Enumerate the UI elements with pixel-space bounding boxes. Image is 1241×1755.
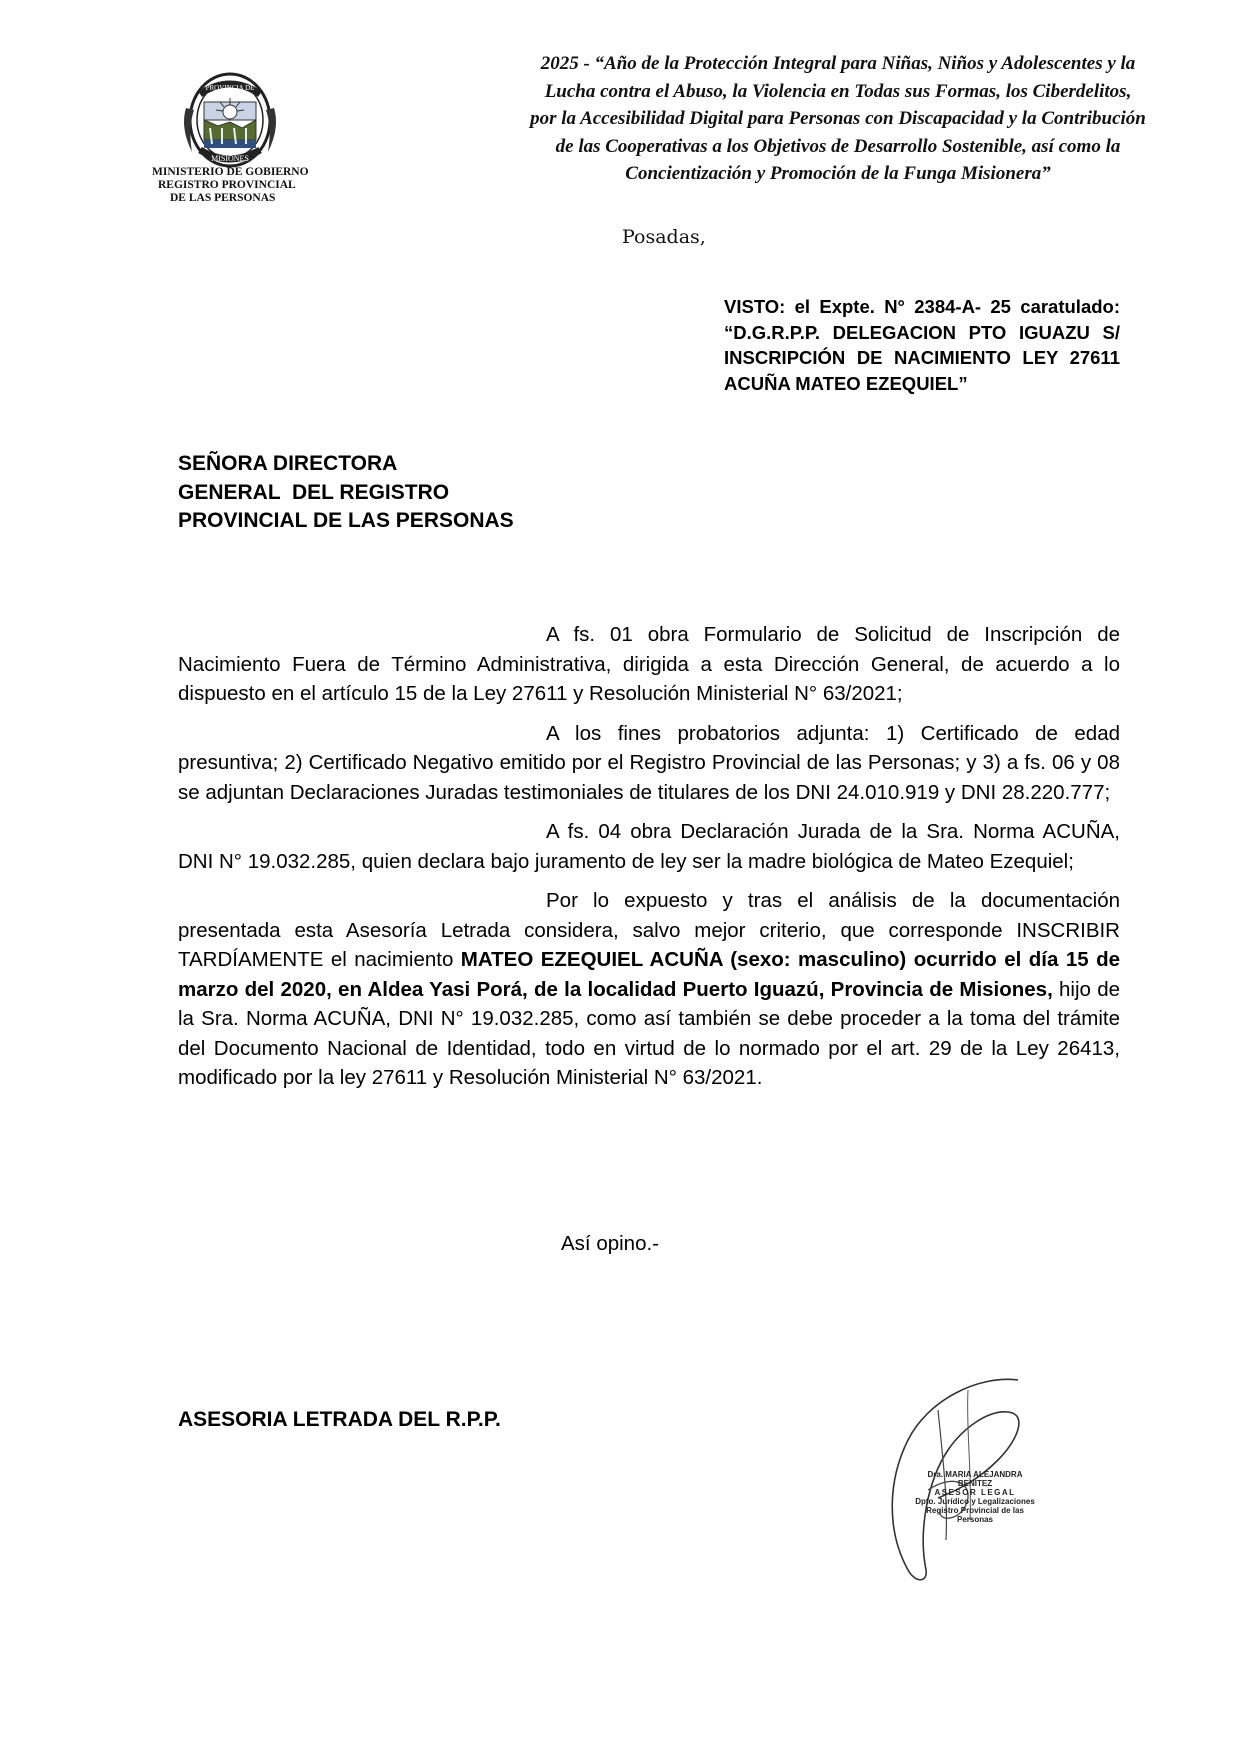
- seal-top-text: PROVINCIA DE: [205, 84, 255, 92]
- ministry-line: MINISTERIO DE GOBIERNO: [152, 166, 309, 178]
- ministry-line: REGISTRO PROVINCIAL: [158, 179, 296, 191]
- closing-line: Así opino.-: [561, 1232, 659, 1255]
- ministry-line: DE LAS PERSONAS: [170, 192, 276, 204]
- year-motto: [488, 50, 1188, 188]
- document-body: [178, 620, 1120, 1103]
- stamp-line: Dra. MARIA ALEJANDRA BENITEZ: [927, 1470, 1023, 1488]
- signoff: ASESORIA LETRADA DEL R.P.P.: [178, 1408, 501, 1431]
- addressee-line: PROVINCIAL DE LAS PERSONAS: [178, 509, 514, 532]
- seal-bottom-text: MISIONES: [211, 154, 249, 163]
- paragraph-4-intro: Por lo expuesto y tras el análisis de la documentación presentada esta Asesoría Letrada considera, salvo mejor criterio, que corresponde INSCRIBIR TARDÍAMENTE el nacimiento: [178, 889, 1120, 971]
- motto-line: de las Cooperativas a los Objetivos de Desarrollo Sostenible, así como la: [555, 135, 1121, 157]
- motto-line: por la Accesibilidad Digital para Personas con Discapacidad y la Contribución: [530, 108, 1146, 129]
- stamp-line: Registro Provincial de las Personas: [926, 1506, 1024, 1524]
- motto-line: Concientización y Promoción de la Funga Misionera”: [625, 163, 1051, 184]
- paragraph-1: A fs. 01 obra Formulario de Solicitud de Inscripción de Nacimiento Fuera de Término Administrativa, dirigida a esta Dirección General, de acuerdo a lo dispuesto en el artículo 15 de la Ley 27611 y Resolución Ministerial N° 63/2021;: [178, 623, 1120, 705]
- visto-block: VISTO: el Expte. N° 2384-A- 25 caratulado: “D.G.R.P.P. DELEGACION PTO IGUAZU S/ INSCRIPCIÓN DE NACIMIENTO LEY 27611 ACUÑA MATEO EZEQUIEL”: [724, 296, 1120, 394]
- official-stamp: [910, 1470, 1040, 1524]
- provincial-seal-icon: [178, 68, 282, 172]
- addressee-line: SEÑORA DIRECTORA: [178, 452, 398, 475]
- addressee-line: GENERAL DEL REGISTRO: [178, 480, 450, 504]
- place-line: Posadas,: [622, 226, 706, 248]
- motto-line: 2025 - “Año de la Protección Integral para Niñas, Niños y Adolescentes y la: [540, 53, 1136, 74]
- paragraph-3: A fs. 04 obra Declaración Jurada de la Sra. Norma ACUÑA, DNI N° 19.032.285, quien declara bajo juramento de ley ser la madre biológica de Mateo Ezequiel;: [178, 820, 1120, 873]
- stamp-line: Dpto. Jurídico y Legalizaciones: [915, 1497, 1035, 1506]
- paragraph-4-rest: hijo de la Sra. Norma ACUÑA, DNI N° 19.032.285, como así también se debe proceder a la toma del trámite del Documento Nacional de Identidad, todo en virtud de lo normado por el art. 29 de la Ley 26413, modificado por la ley 27611 y Resolución Ministerial N° 63/2021.: [178, 977, 1120, 1089]
- stamp-line: ASESOR LEGAL: [934, 1488, 1016, 1497]
- paragraph-2: A los fines probatorios adjunta: 1) Certificado de edad presuntiva; 2) Certificado Negativo emitido por el Registro Provincial de las Personas; y 3) a fs. 06 y 08 se adjuntan Declaraciones Juradas testimoniales de titulares de los DNI 24.010.919 y DNI 28.220.777;: [178, 721, 1120, 804]
- paragraph-4: [178, 886, 1120, 1093]
- motto-line: Lucha contra el Abuso, la Violencia en Todas sus Formas, los Ciberdelitos,: [544, 80, 1132, 102]
- paragraph-4-bold: MATEO EZEQUIEL ACUÑA (sexo: masculino) ocurrido el día 15 de marzo del 2020, en Aldea Yasi Porá, de la localidad Puerto Iguazú, Provincia de Misiones,: [178, 948, 1120, 1001]
- ministry-heading: [152, 166, 342, 205]
- addressee-block: [178, 450, 514, 536]
